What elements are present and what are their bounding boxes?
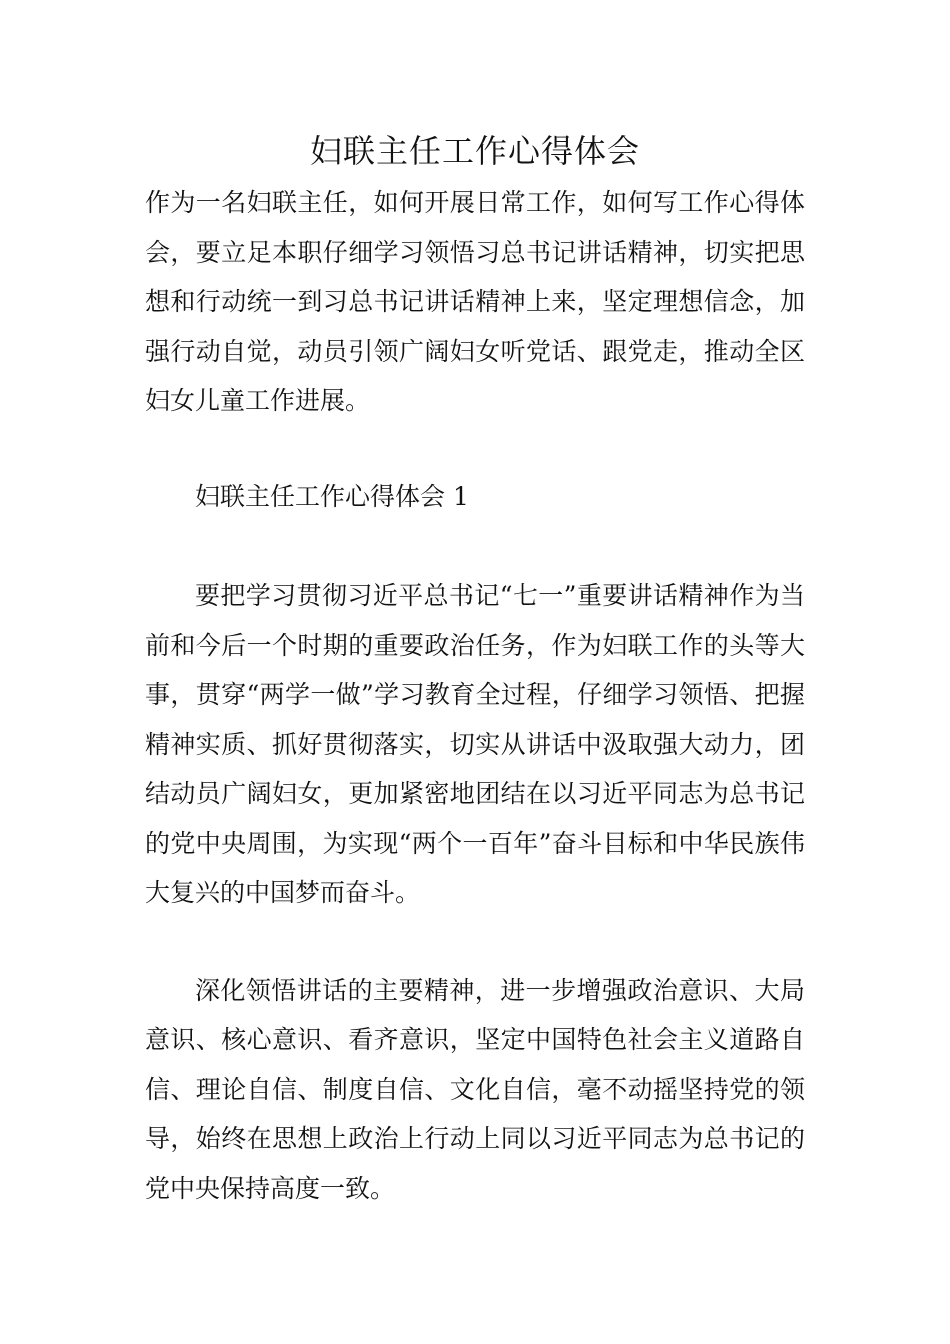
document-title: 妇联主任工作心得体会 (309, 132, 640, 170)
section-heading: 妇联主任工作心得体会 1 (195, 481, 469, 511)
document-page (145, 128, 805, 1213)
intro-paragraph: 作为一名妇联主任，如何开展日常工作，如何写工作心得体会，要立足本职仔细学习领悟习总书记讲话精神，切实把思想和行动统一到习总书记讲话精神上来，坚定理想信念，加强行动自觉，动员引领广阔妇女听党话、跟党走，推动全区妇女儿童工作进展。 (145, 188, 805, 415)
body-paragraph-2: 深化领悟讲话的主要精神，进一步增强政治意识、大局意识、核心意识、看齐意识，坚定中国特色社会主义道路自信、理论自信、制度自信、文化自信，毫不动摇坚持党的领导，始终在思想上政治上行动上同以习近平同志为总书记的党中央保持高度一致。 (145, 975, 805, 1203)
body-paragraph-1: 要把学习贯彻习近平总书记“七一”重要讲话精神作为当前和今后一个时期的重要政治任务，作为妇联工作的头等大事，贯穿“两学一做”学习教育全过程，仔细学习领悟、把握精神实质、抓好贯彻落实，切实从讲话中汲取强大动力，团结动员广阔妇女，更加紧密地团结在以习近平同志为总书记的党中央周围，为实现“两个一百年”奋斗目标和中华民族伟大复兴的中国梦而奋斗。 (145, 581, 805, 907)
